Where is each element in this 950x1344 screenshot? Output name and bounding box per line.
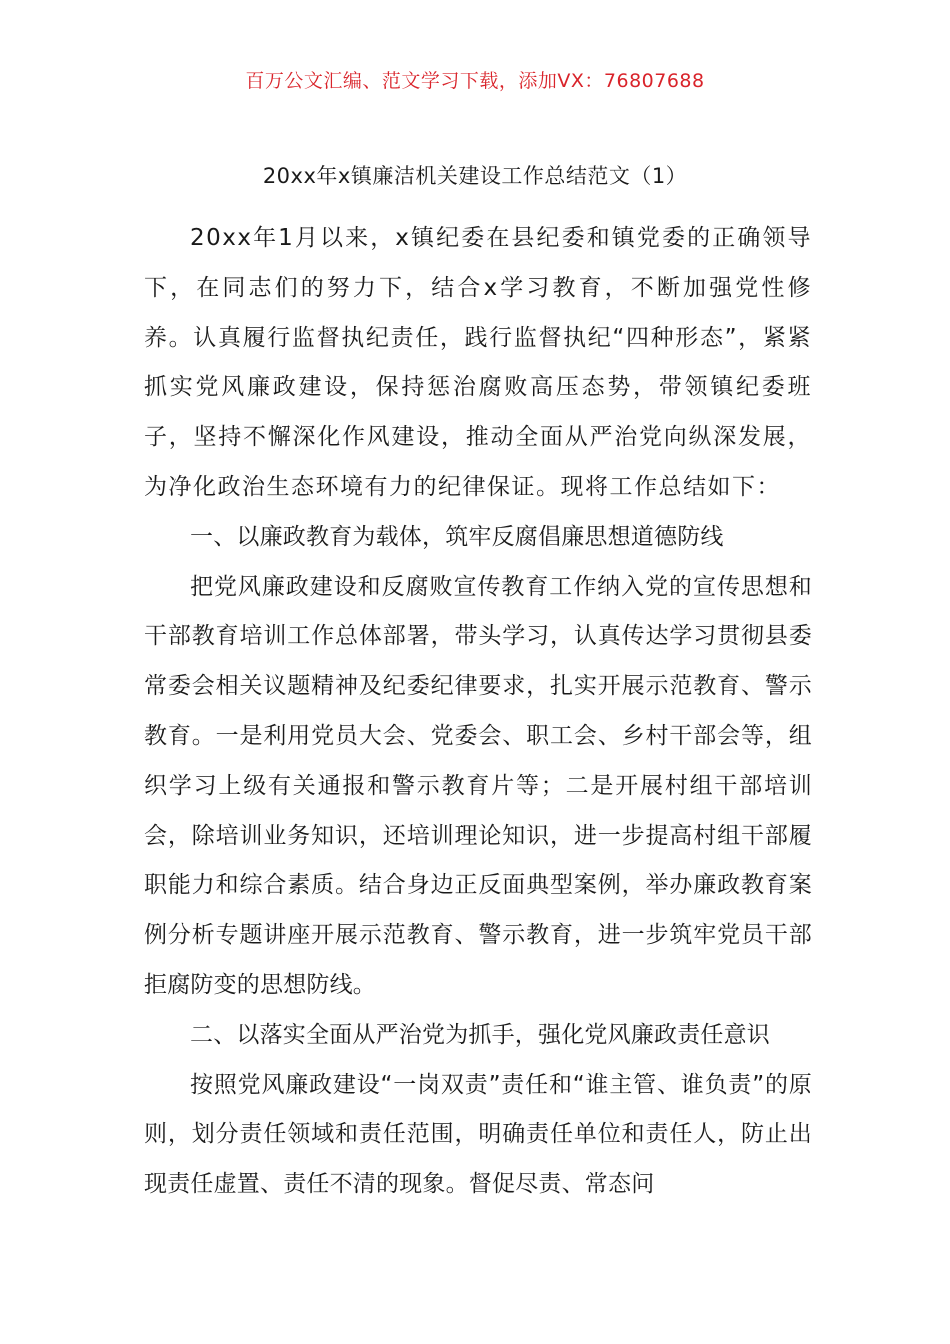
paragraph-intro: 20xx年1月以来，x镇纪委在县纪委和镇党委的正确领导下，在同志们的努力下，结合x学习教育，不断加强党性修养。认真履行监督执纪责任，践行监督执纪“四种形态”，紧紧抓实党风廉政建设，保持惩治腐败高压态势，带领镇纪委班子，坚持不懈深化作风建设，推动全面从严治党向纵深发展，为净化政治生态环境有力的纪律保证。现将工作总结如下： (144, 225, 812, 500)
paragraph-section-2: 按照党风廉政建设“一岗双责”责任和“谁主管、谁负责”的原则，划分责任领域和责任范围，明确责任单位和责任人，防止出现责任虚置、责任不清的现象。督促尽责、常态问 (144, 1071, 812, 1198)
header-banner: 百万公文汇编、范文学习下载，添加VX：76807688 (245, 70, 705, 92)
document-title: 20xx年x镇廉洁机关建设工作总结范文（1） (262, 164, 688, 188)
paragraph-section-1: 把党风廉政建设和反腐败宣传教育工作纳入党的宣传思想和干部教育培训工作总体部署，带头学习，认真传达学习贯彻县委常委会相关议题精神及纪委纪律要求，扎实开展示范教育、警示教育。一是利用党员大会、党委会、职工会、乡村干部会等，组织学习上级有关通报和警示教育片等；二是开展村组干部培训会，除培训业务知识，还培训理论知识，进一步提高村组干部履职能力和综合素质。结合身边正反面典型案例，举办廉政教育案例分析专题讲座开展示范教育、警示教育，进一步筑牢党员干部拒腐防变的思想防线。 (144, 573, 812, 998)
section-heading-1: 一、以廉政教育为载体，筑牢反腐倡廉思想道德防线 (190, 523, 724, 550)
section-heading-2: 二、以落实全面从严治党为抓手，强化党风廉政责任意识 (190, 1021, 770, 1048)
document-body (144, 214, 812, 1210)
